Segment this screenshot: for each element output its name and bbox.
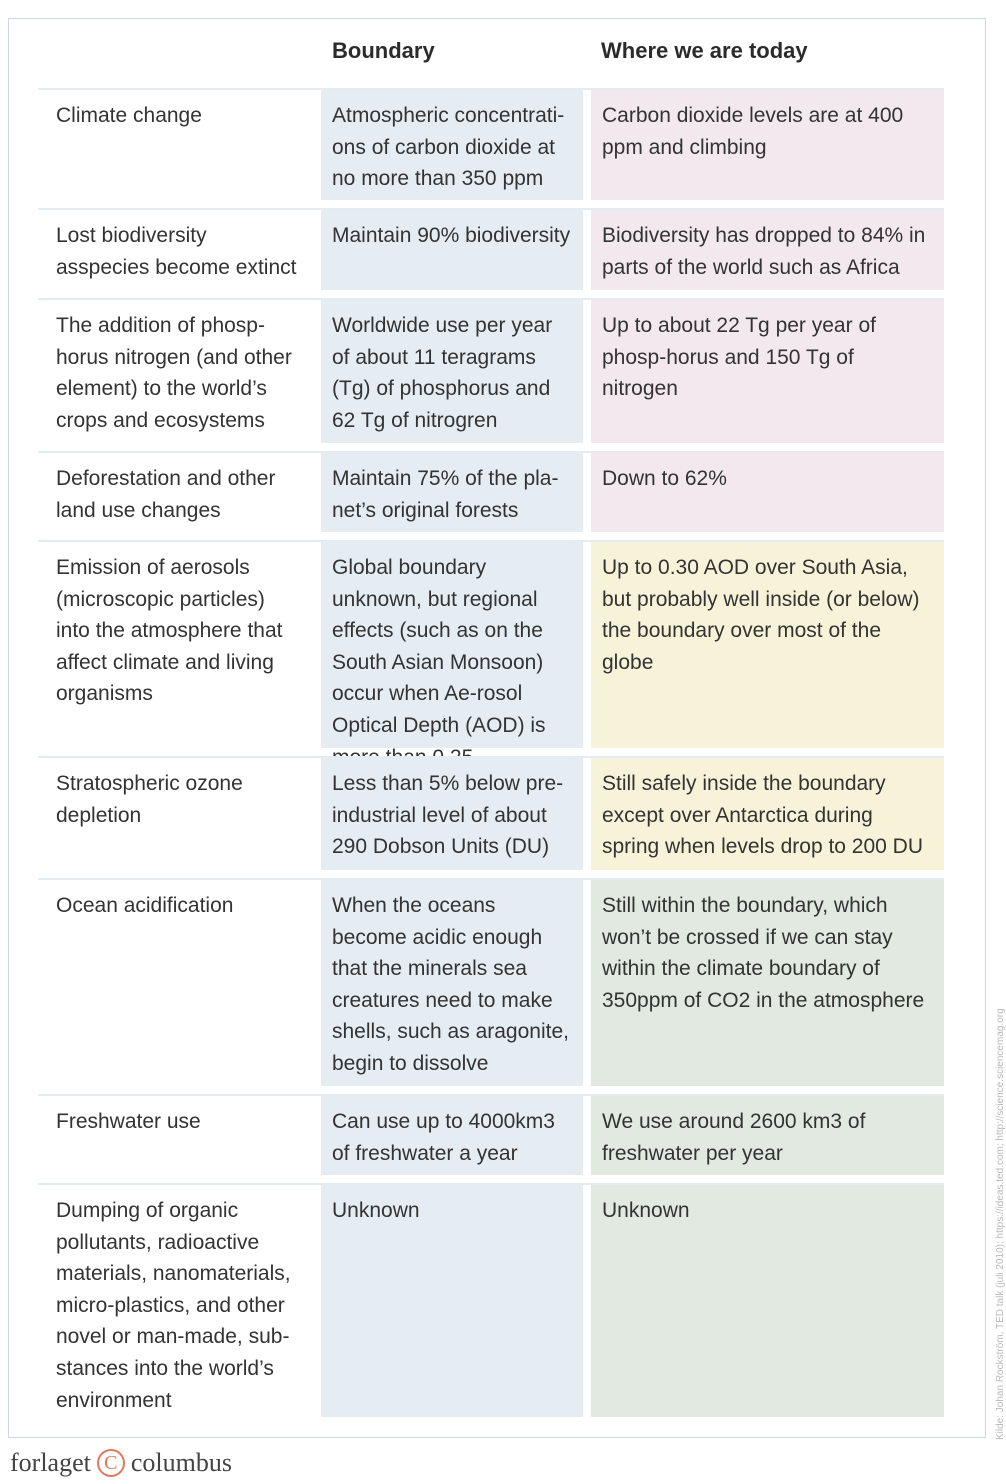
row-boundary: Less than 5% below pre-industrial level of about 290 Dobson Units (DU) xyxy=(321,758,583,870)
row-label: The addition of phosp-horus nitrogen (and other element) to the world’s crops and ecosystems xyxy=(56,314,292,432)
table-row xyxy=(38,878,944,1094)
table-row xyxy=(38,756,944,878)
row-boundary: Unknown xyxy=(321,1185,583,1417)
row-label: Stratospheric ozone depletion xyxy=(56,772,243,827)
table-row xyxy=(38,208,944,298)
row-label: Lost biodiversity asspecies become extinct xyxy=(56,224,297,279)
row-label: Emission of aerosols (microscopic particles) into the atmosphere that affect climate and living organisms xyxy=(56,556,283,706)
row-label: Climate change xyxy=(56,104,202,127)
row-today: Still safely inside the boundary except over Antarctica during spring when levels drop to 200 DU xyxy=(591,758,944,870)
row-boundary: Global boundary unknown, but regional effects (such as on the South Asian Monsoon) occur when Ae-rosol Optical Depth (AOD) is xyxy=(321,542,583,748)
row-boundary: Can use up to 4000km3 of freshwater a year xyxy=(321,1096,583,1175)
row-today: Unknown xyxy=(591,1185,944,1417)
table-row xyxy=(38,298,944,451)
row-today: Down to 62% xyxy=(591,453,944,532)
row-today: We use around 2600 km3 of freshwater per year xyxy=(591,1096,944,1175)
row-today: Up to 0.30 AOD over South Asia, but probably well inside (or below) the boundary over most of the globe xyxy=(591,542,944,748)
row-today: Carbon dioxide levels are at 400 ppm and climbing xyxy=(591,90,944,200)
row-label: Dumping of organic pollutants, radioactive materials, nanomaterials, micro-plastics, and other novel or man-made, sub-stances into the world’s environment xyxy=(56,1199,291,1412)
table-row xyxy=(38,88,944,208)
row-today: Biodiversity has dropped to 84% in parts of the world such as Africa xyxy=(591,210,944,290)
row-boundary: Atmospheric concentrati-ons of carbon dioxide at no more than 350 ppm xyxy=(321,90,583,200)
header-boundary: Boundary xyxy=(332,38,435,63)
table-row xyxy=(38,451,944,540)
row-label: Deforestation and other land use changes xyxy=(56,467,276,522)
row-boundary: Worldwide use per year of about 11 teragrams (Tg) of phosphorus and 62 Tg of nitrogren xyxy=(321,300,583,443)
row-label: Freshwater use xyxy=(56,1110,201,1133)
row-today: Up to about 22 Tg per year of phosp-horus and 150 Tg of nitrogen xyxy=(591,300,944,443)
copyright-icon: C xyxy=(97,1449,125,1477)
boundaries-table xyxy=(38,32,944,1425)
row-today: Still within the boundary, which won’t be crossed if we can stay within the climate boundary of 350ppm of CO2 in the atmosphere xyxy=(591,880,944,1086)
table-header xyxy=(38,32,944,88)
header-today: Where we are today xyxy=(601,38,808,63)
table-row xyxy=(38,540,944,756)
source-credit: Kilde: Johan Rockström, TED talk (juli 2010); https://ideas.ted.com; http://science.sciencemag.org xyxy=(995,1008,1006,1440)
row-boundary: When the oceans become acidic enough that the minerals sea creatures need to make shells, such as aragonite, begin to dissolve xyxy=(321,880,583,1086)
row-label: Ocean acidification xyxy=(56,894,234,917)
table-row xyxy=(38,1183,944,1425)
publisher-logo xyxy=(10,1448,232,1478)
row-boundary: Maintain 90% biodiversity xyxy=(321,210,583,290)
logo-text-left: forlaget xyxy=(10,1448,91,1477)
table-row xyxy=(38,1094,944,1183)
row-boundary: Maintain 75% of the pla-net’s original forests xyxy=(321,453,583,532)
logo-text-right: columbus xyxy=(130,1448,232,1477)
